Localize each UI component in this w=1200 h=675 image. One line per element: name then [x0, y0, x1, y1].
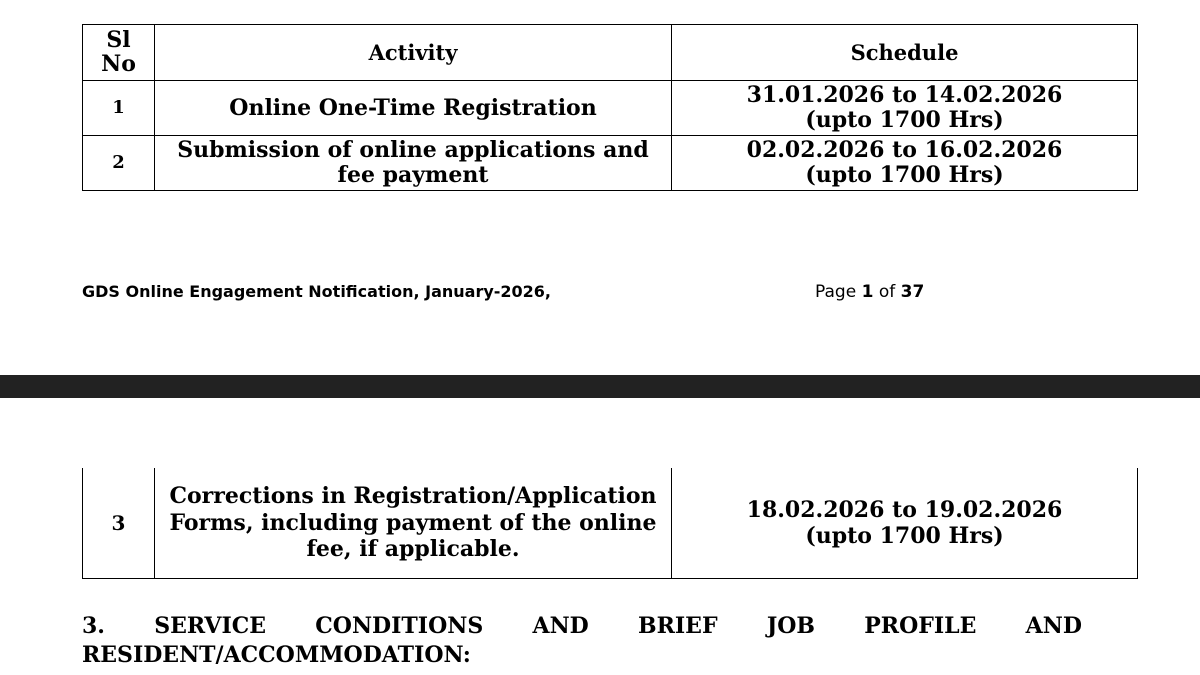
page-of: of — [878, 282, 896, 302]
page-number — [815, 282, 924, 302]
row-sl-no: 2 — [83, 136, 155, 191]
schedule-dates: 02.02.2026 to 16.02.2026 — [746, 137, 1063, 164]
section-word: PROFILE — [864, 613, 977, 639]
row-schedule — [672, 81, 1138, 136]
section-heading — [82, 612, 1082, 670]
row-schedule — [672, 468, 1138, 579]
section-heading-line1 — [82, 612, 1082, 641]
page-current: 1 — [861, 282, 874, 302]
header-schedule: Schedule — [672, 25, 1138, 81]
row-schedule — [672, 136, 1138, 191]
page-footer-title: GDS Online Engagement Notification, January-2026, — [82, 282, 552, 301]
section-word: BRIEF — [638, 613, 718, 639]
schedule-note: (upto 1700 Hrs) — [805, 107, 1004, 133]
page-prefix: Page — [815, 282, 857, 302]
row-activity: Online One-Time Registration — [155, 81, 672, 136]
table-row — [83, 81, 1138, 136]
header-sl-no: Sl No — [83, 25, 155, 81]
row-sl-no: 3 — [83, 468, 155, 579]
schedule-table-top — [82, 24, 1138, 191]
section-word: JOB — [766, 613, 815, 639]
schedule-note: (upto 1700 Hrs) — [805, 162, 1004, 188]
schedule-dates: 31.01.2026 to 14.02.2026 — [746, 82, 1063, 109]
section-word: AND — [1025, 613, 1082, 639]
row-sl-no: 1 — [83, 81, 155, 136]
schedule-table-continued — [82, 468, 1138, 579]
row-activity: Corrections in Registration/Application Forms, including payment of the online fee, if applicable. — [155, 468, 672, 579]
table-row — [83, 136, 1138, 191]
table-header-row — [83, 25, 1138, 81]
section-word: SERVICE — [154, 613, 267, 639]
section-heading-line2: RESIDENT/ACCOMMODATION: — [82, 642, 471, 668]
section-number: 3. — [82, 613, 105, 639]
section-word: CONDITIONS — [315, 613, 484, 639]
section-word: AND — [532, 613, 589, 639]
table-row — [83, 468, 1138, 579]
schedule-note: (upto 1700 Hrs) — [805, 523, 1004, 549]
page-divider — [0, 375, 1200, 398]
header-activity: Activity — [155, 25, 672, 81]
schedule-dates: 18.02.2026 to 19.02.2026 — [746, 496, 1063, 523]
row-activity: Submission of online applications and fee payment — [155, 136, 672, 191]
page-total: 37 — [900, 282, 925, 302]
